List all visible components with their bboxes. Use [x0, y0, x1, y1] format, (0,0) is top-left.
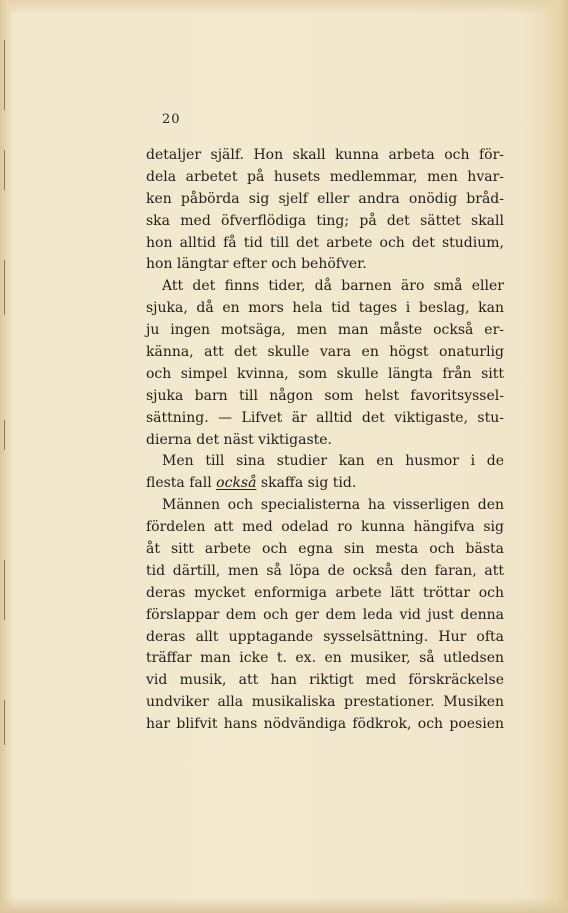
- paragraph-first-line: Männen och specialisterna ha visserligen den: [162, 497, 504, 514]
- emphasized-word: också: [216, 475, 257, 492]
- text-line: åt sitt arbete och egna sin mesta och bästa: [146, 541, 504, 558]
- paragraph-first-line: Men till sina studier kan en husmor i de: [162, 453, 504, 470]
- body-text: [146, 145, 504, 736]
- text-line: [146, 473, 504, 495]
- text-line: dierna det näst viktigaste.: [146, 431, 333, 448]
- text-line: hon alltid få tid till det arbete och det studium,: [146, 234, 504, 251]
- text-line: deras mycket enformiga arbete lätt tröttar och: [146, 584, 504, 601]
- text-line: sjuka barn till någon som helst favoritsyssel-: [146, 387, 504, 404]
- page-right-edge: [542, 0, 568, 913]
- text-line: har blifvit hans nödvändiga födkrok, och poesien: [146, 716, 504, 733]
- text-line: känna, att det skulle vara en högst onaturlig: [146, 344, 504, 361]
- text-line: sättning. — Lifvet är alltid det viktigaste, stu-: [146, 409, 504, 426]
- text-line: dela arbetet på husets medlemmar, men hvar-: [146, 168, 504, 185]
- text-line: ju ingen motsäga, men man måste också er-: [146, 322, 504, 339]
- text-segment: skaffa sig tid.: [256, 475, 357, 492]
- text-line: hon längtar efter och behöfver.: [146, 256, 367, 273]
- text-line: ska med öfverflödiga ting; på det sättet skall: [146, 212, 504, 229]
- text-line: vid musik, att han riktigt med förskräckelse: [146, 672, 504, 689]
- paragraph-first-line: Att det finns tider, då barnen äro små eller: [162, 278, 504, 295]
- text-line: träffar man icke t. ex. en musiker, så utledsen: [146, 650, 504, 667]
- page-left-edge: [0, 0, 12, 913]
- page-top-edge: [0, 0, 568, 14]
- page-bottom-edge: [0, 897, 568, 913]
- text-line: tid därtill, men så löpa de också den faran, att: [146, 562, 504, 579]
- text-line: undviker alla musikaliska prestationer. Musiken: [146, 694, 504, 711]
- text-line: sjuka, då en mors hela tid tages i beslag, kan: [146, 300, 504, 317]
- text-line: ken påbörda sig sjelf eller andra onödig bråd-: [146, 190, 504, 207]
- text-line: förslappar dem och ger dem leda vid just denna: [146, 606, 504, 623]
- text-line: detaljer själf. Hon skall kunna arbeta och för-: [146, 147, 504, 163]
- text-line: fördelen att med odelad ro kunna hängifva sig: [146, 519, 504, 536]
- text-segment: flesta fall: [146, 475, 217, 492]
- text-line: deras allt upptagande sysselsättning. Hur ofta: [146, 628, 504, 645]
- page-number: 20: [162, 112, 181, 127]
- text-line: och simpel kvinna, som skulle längta från sitt: [146, 365, 504, 382]
